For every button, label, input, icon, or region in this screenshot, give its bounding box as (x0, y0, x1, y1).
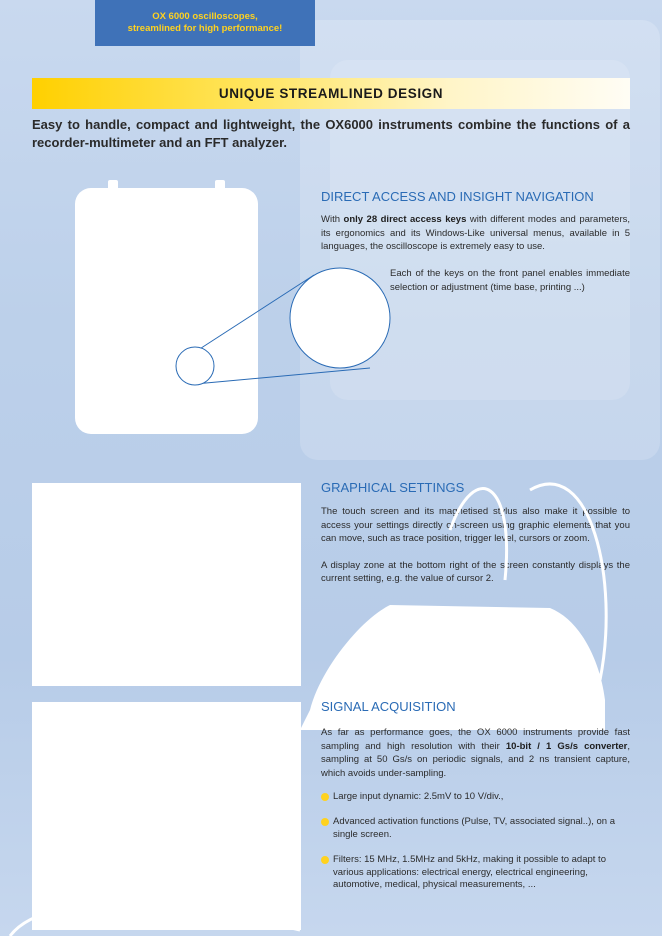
cable-path (10, 909, 300, 936)
bullet-text-2: Advanced activation functions (Pulse, TV, associated signal..), on a single screen. (333, 816, 615, 840)
acquisition-heading: SIGNAL ACQUISITION (321, 699, 456, 714)
banner-title: UNIQUE STREAMLINED DESIGN (218, 86, 444, 101)
acquisition-bullet-2 (321, 816, 638, 841)
section-banner (32, 78, 630, 109)
acquisition-text-suffix: , sampling at 50 Gs/s on periodic signals, and 2 ns transient capture, which avoids under-sampling. (321, 740, 631, 779)
navigation-text-2: Each of the keys on the front panel enables immediate selection or adjustment (time base, printing ...) (390, 268, 630, 293)
acquisition-bullet-3 (321, 854, 633, 892)
acquisition-text-prefix: As far as performance goes, the OX 6000 instruments provide fast sampling and high resolution with their (321, 727, 630, 752)
intro-paragraph: Easy to handle, compact and lightweight, the OX6000 instruments combine the functions of a recorder-multimeter and an FFT analyzer. (32, 117, 630, 150)
graphical-text-2: A display zone at the bottom right of the screen constantly displays the current setting, e.g. the value of cursor 2. (321, 559, 630, 584)
navigation-text-1 (321, 213, 630, 254)
graphical-image-box (32, 483, 301, 686)
bullet-dot-icon (321, 818, 329, 826)
graphical-heading: GRAPHICAL SETTINGS (321, 480, 465, 495)
header-tab (95, 0, 315, 46)
bullet-dot-icon (321, 856, 329, 864)
acquisition-text-bold: 10-bit / 1 Gs/s converter (505, 740, 628, 752)
header-line-1: OX 6000 oscilloscopes, (152, 11, 258, 22)
zoom-target-circle (290, 268, 390, 368)
zoom-source-circle (176, 347, 214, 385)
bullet-dot-icon (321, 793, 329, 801)
graphical-text-1: The touch screen and its magnetised stylus also make it possible to access your settings directly on-screen using graphic elements that you can move, such as trace position, trigger level, cursors or zoom. (321, 506, 630, 544)
device-body (75, 188, 258, 434)
cable-decoration (0, 890, 320, 936)
navigation-text-bold: only 28 direct access keys (343, 214, 467, 225)
navigation-text-suffix: with different modes and parameters, its ergonomics and its Windows-Like universal menus, available in 5 languages, the oscilloscope is extremely easy to use. (321, 214, 631, 252)
stylus-pouch-illustration (300, 470, 640, 730)
header-line-2: streamlined for high performance! (127, 23, 283, 34)
acquisition-text (321, 726, 630, 780)
bullet-text-1: Large input dynamic: 2.5mV to 10 V/div., (333, 791, 504, 802)
navigation-heading: DIRECT ACCESS AND INSIGHT NAVIGATION (321, 189, 594, 204)
bullet-text-3: Filters: 15 MHz, 1.5MHz and 5kHz, making it possible to adapt to various applications: electrical energy, electrical engineering, automotive, medical, physical measurements, ... (333, 854, 606, 890)
navigation-text-prefix: With (321, 214, 344, 225)
acquisition-bullet-1 (321, 791, 633, 804)
